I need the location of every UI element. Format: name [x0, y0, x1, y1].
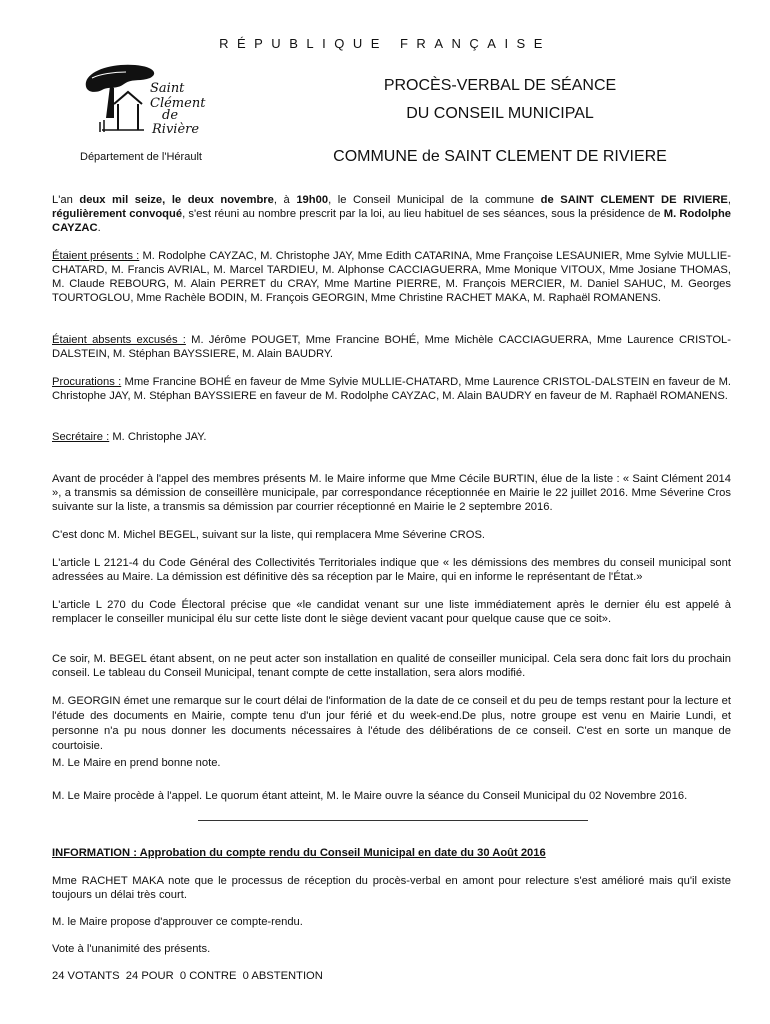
departement-label: Département de l'Hérault	[80, 151, 202, 163]
vote-result: 24 VOTANTS 24 POUR 0 CONTRE 0 ABSTENTION	[52, 970, 323, 982]
section-separator	[198, 820, 588, 821]
intro-paragraph: L'an deux mil seize, le deux novembre, à 19h00, le Conseil Municipal de la commune de SAINT CLEMENT DE RIVIERE, régulièrement convoqué, s'est réuni au nombre prescrit par la loi, au lieu habituel de ses séances, sous la présidence de M. Rodolphe CAYZAC.	[52, 194, 732, 234]
presents-label: Étaient présents :	[52, 250, 140, 262]
secretaire-paragraph: Secrétaire : M. Christophe JAY.	[52, 431, 207, 443]
information-paragraph-1: Mme RACHET MAKA note que le processus de réception du procès-verbal en amont pour relecture s'est amélioré mais qu'il existe toujours un délai très court.	[52, 875, 731, 901]
tree-house-logo-icon	[80, 60, 230, 140]
commune-title: COMMUNE de SAINT CLEMENT DE RIVIERE	[333, 148, 667, 165]
absents-label: Étaient absents excusés :	[52, 334, 186, 346]
title-line-1: PROCÈS-VERBAL DE SÉANCE	[383, 77, 617, 94]
body-paragraph-2b: L'article L 270 du Code Électoral précise que «le candidat venant sur une liste immédiatement après le dernier élu est appelé à remplacer le conseiller municipal élu sur cette liste dont le siège devient vacant pour quelque cause que ce soit».	[52, 599, 731, 625]
body-paragraph-5: M. Le Maire procède à l'appel. Le quorum étant atteint, M. le Maire ouvre la séance du Conseil Municipal du 02 Novembre 2016.	[52, 790, 688, 802]
republique-heading: RÉPUBLIQUE FRANÇAISE	[219, 36, 551, 51]
body-paragraph-2a: L'article L 2121-4 du Code Général des Collectivités Territoriales indique que « les démissions des membres du conseil municipal sont adressées au Maire. La démission est définitive dès sa réception par le Maire, qui en informe le représentant de l'État.»	[52, 557, 731, 583]
secretaire-label: Secrétaire :	[52, 431, 110, 443]
information-paragraph-3: Vote à l'unanimité des présents.	[52, 943, 211, 955]
procurations-paragraph: Procurations : Mme Francine BOHÉ en faveur de Mme Sylvie MULLIE-CHATARD, Mme Laurence CRISTOL-DALSTEIN en faveur de M. Christophe JAY, M. Stéphan BAYSSIERE en faveur de M. Rodolphe CAYZAC, M. Alain BAUDRY en faveur de M. Raphaël ROMANENS.	[52, 376, 731, 402]
title-line-2: DU CONSEIL MUNICIPAL	[406, 105, 594, 122]
absents-paragraph: Étaient absents excusés : M. Jérôme POUGET, Mme Francine BOHÉ, Mme Michèle CACCIAGUERRA, Mme Laurence CRISTOL-DALSTEIN, M. Stéphan BAYSSIERE, M. Alain BAUDRY.	[52, 334, 731, 360]
presents-paragraph: Étaient présents : M. Rodolphe CAYZAC, M. Christophe JAY, Mme Edith CATARINA, Mme Françoise LESAUNIER, Mme Sylvie MULLIE-CHATARD, M. Francis AVRIAL, M. Marcel TARDIEU, M. Alphonse CACCIAGUERRA, Mme Monique VITOUX, Mme Josiane THOMAS, M. Claude REBOURG, M. Alain PERRET du CRAY, Mme Martine PIERRE, M. François MERCIER, M. Daniel SAHUC, M. Georges TOURTOGLOU, Mme Rachèle BODIN, M. François GEORGIN, Mme Christine RACHET MAKA, M. Raphaël ROMANENS.	[52, 250, 731, 304]
logo-text-de: de	[162, 108, 179, 123]
information-paragraph-2: M. le Maire propose d'approuver ce compte-rendu.	[52, 916, 303, 928]
body-paragraph-1b: C'est donc M. Michel BEGEL, suivant sur la liste, qui remplacera Mme Séverine CROS.	[52, 529, 486, 541]
body-paragraph-3: Ce soir, M. BEGEL étant absent, on ne peut acter son installation en qualité de conseiller municipal. Cela sera donc fait lors du prochain conseil. Le tableau du Conseil Municipal, tenant compte de cette installation, sera alors modifié.	[52, 653, 731, 679]
commune-logo	[80, 60, 230, 140]
logo-text-clement: Clément	[150, 96, 206, 111]
body-paragraph-4a: M. GEORGIN émet une remarque sur le court délai de l'information de la date de ce conseil et du peu de temps restant pour la lecture et l'étude des documents en Mairie, compte tenu d'un jour férié et du week-end.De plus, notre groupe est venu en Mairie Lundi, et personne n'a pu nous donner les documents nécessaires à l'étude des délibérations de ce conseil. C'est en sorte un manque de courtoisie.	[52, 695, 731, 752]
body-paragraph-1a: Avant de procéder à l'appel des membres présents M. le Maire informe que Mme Cécile BURTIN, élue de la liste : « Saint Clément 2014 », a transmis sa démission de conseillère municipale, par correspondance réceptionnée en Mairie le 22 juillet 2016. Mme Séverine Cros suivante sur la liste, a transmis sa démission par courrier réceptionné en Mairie le 2 septembre 2016.	[52, 473, 731, 513]
logo-text-saint: Saint	[150, 81, 185, 96]
procurations-label: Procurations :	[52, 376, 122, 388]
body-paragraph-4b: M. Le Maire en prend bonne note.	[52, 757, 221, 769]
logo-text-riviere: Rivière	[152, 122, 200, 137]
information-heading: INFORMATION : Approbation du compte rendu du Conseil Municipal en date du 30 Août 2016	[52, 847, 546, 859]
